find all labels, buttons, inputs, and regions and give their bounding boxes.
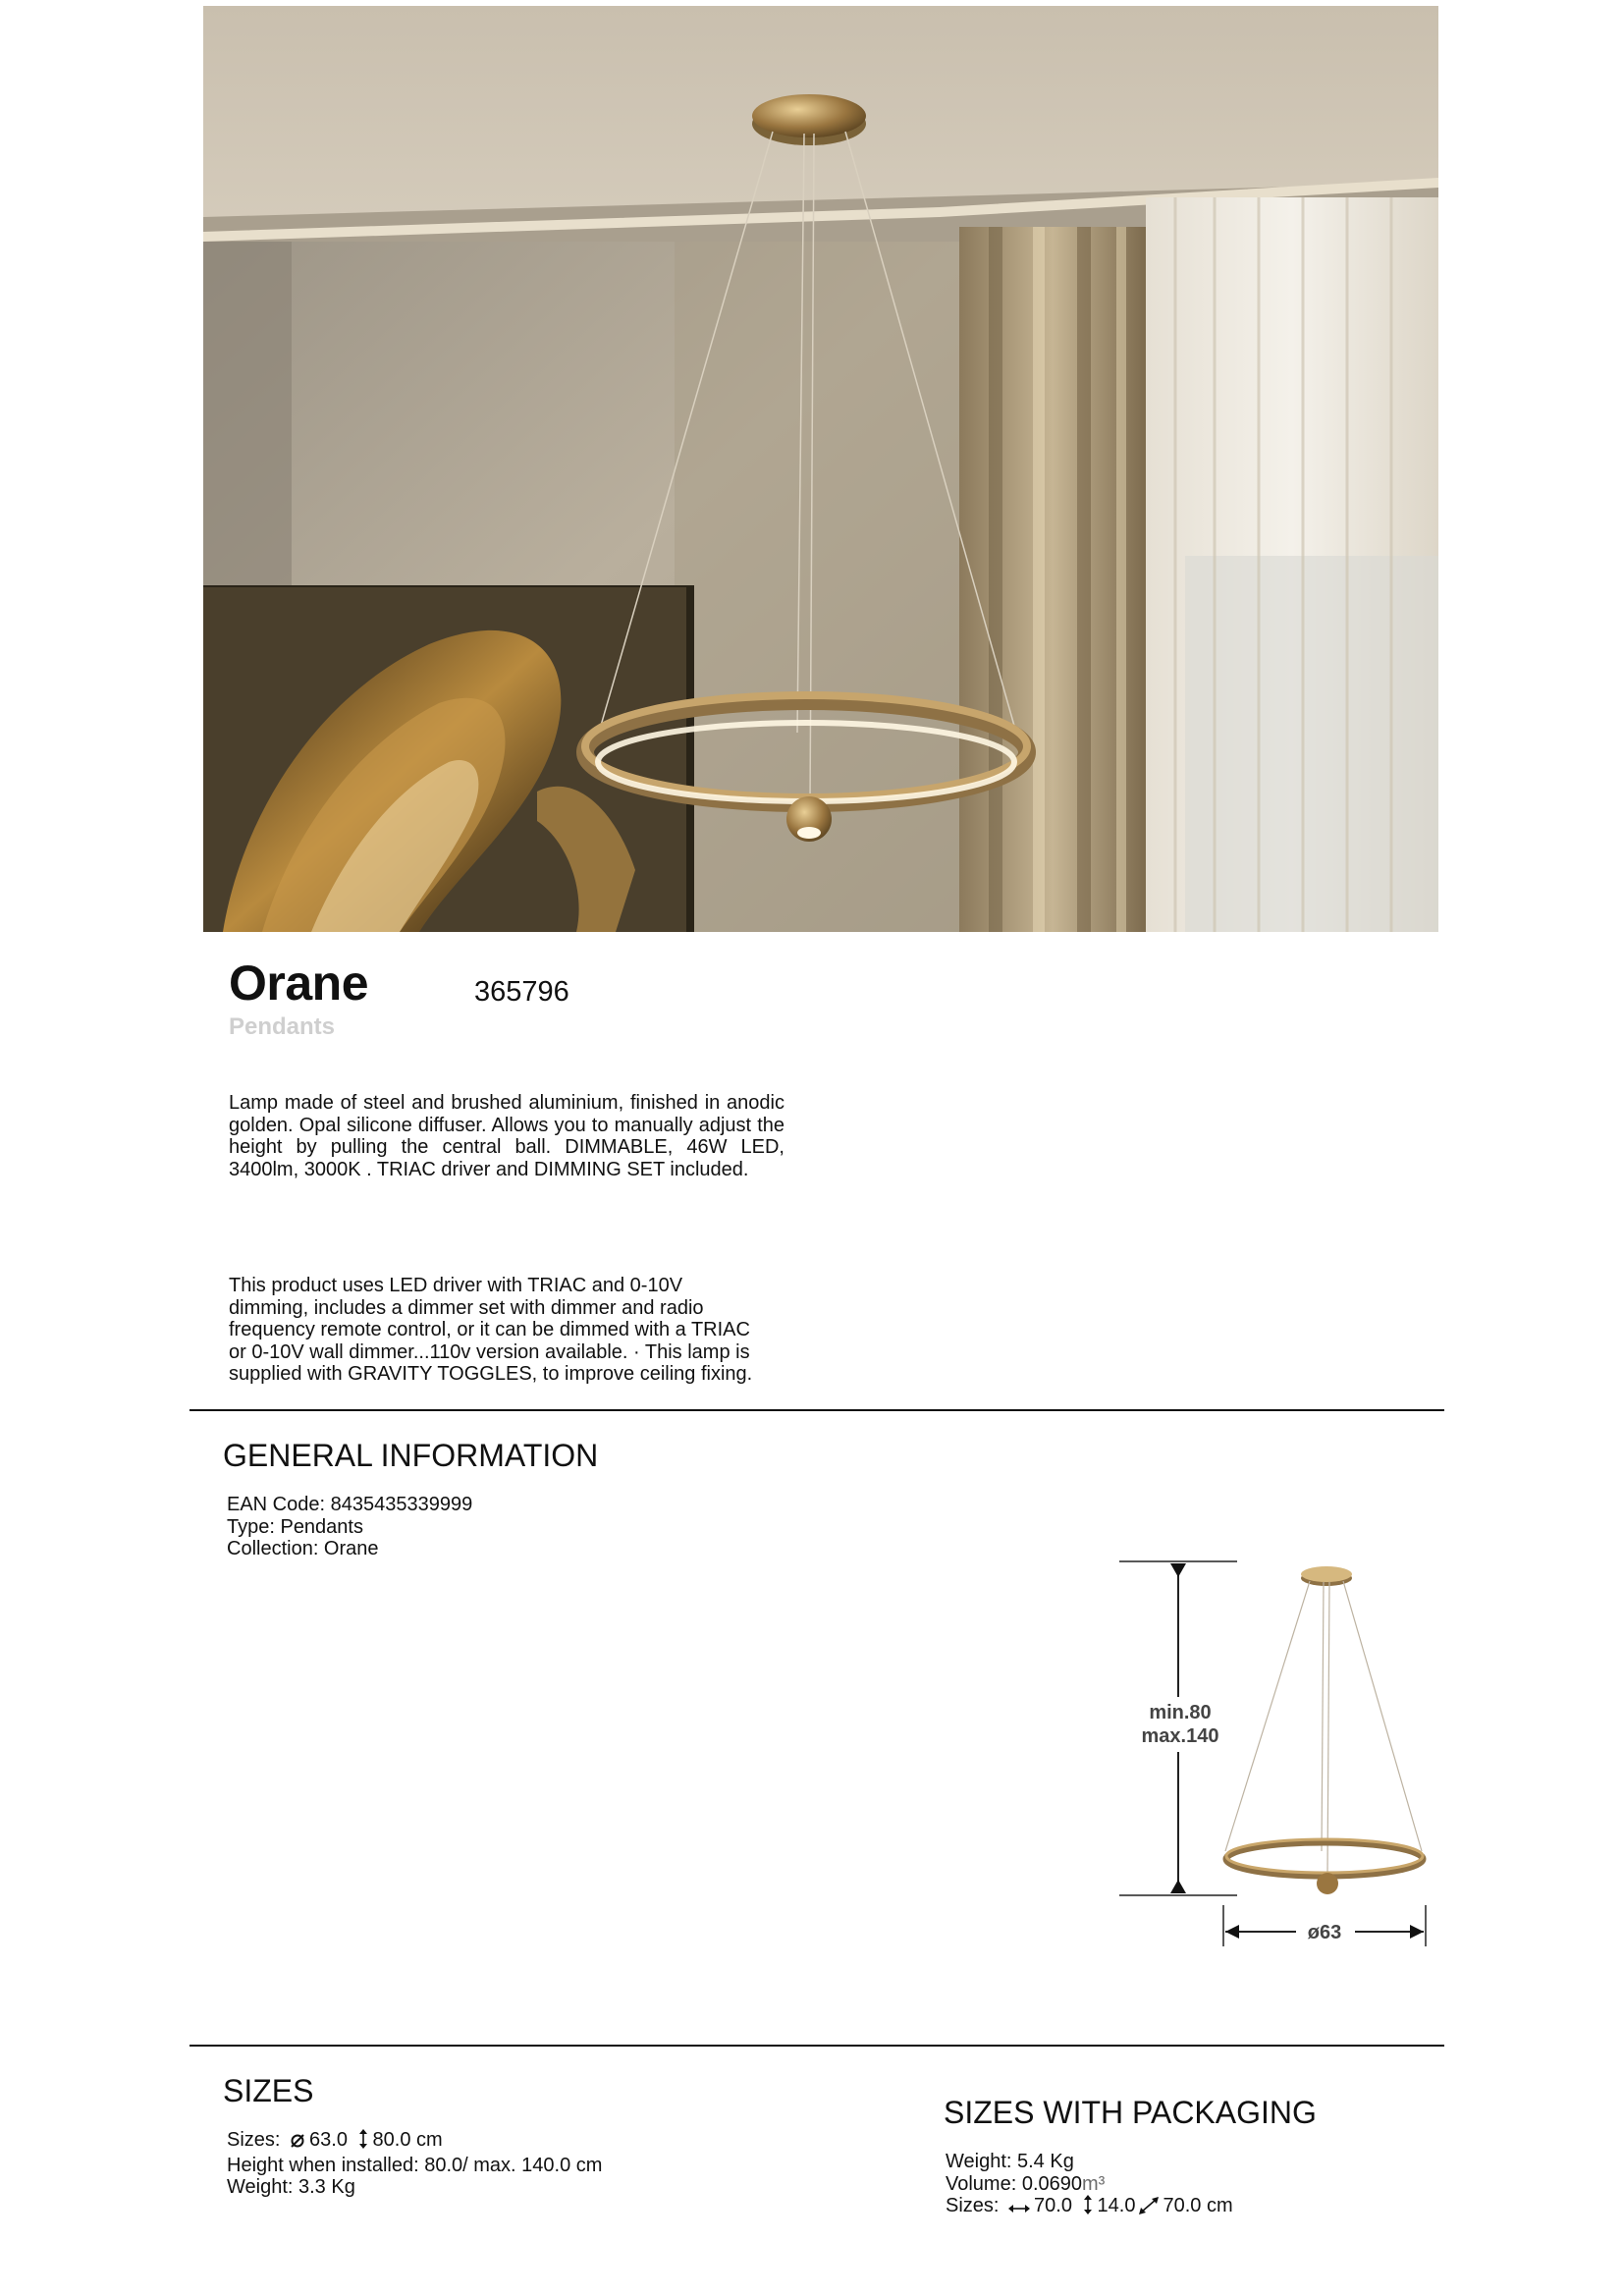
height-arrow-top-icon	[1170, 1563, 1186, 1577]
product-photo	[203, 6, 1438, 932]
packaging-sizes-row	[946, 2195, 1233, 2220]
general-information-heading: GENERAL INFORMATION	[223, 1438, 599, 1473]
packaging-volume: Volume: 0.0690	[946, 2172, 1082, 2195]
section-divider	[189, 2045, 1444, 2047]
product-category: Pendants	[229, 1013, 336, 1040]
height-arrow-bottom-icon	[1170, 1880, 1186, 1893]
packaging-sizes-label: Sizes:	[946, 2195, 1000, 2217]
sizes-label: Sizes:	[227, 2129, 281, 2151]
sizes-height: 80.0 cm	[372, 2129, 443, 2151]
dimension-diagram	[1109, 1552, 1443, 1964]
vertical-arrow-icon	[1082, 2195, 1094, 2220]
sizes-diameter: 63.0	[309, 2129, 348, 2151]
vertical-arrow-icon	[357, 2129, 369, 2155]
diameter-arrow-left-icon	[1225, 1925, 1239, 1939]
packaging-depth: 70.0 cm	[1163, 2195, 1233, 2217]
product-name: Orane	[229, 956, 369, 1011]
diagonal-arrow-icon	[1139, 2197, 1159, 2220]
diameter-label: ø63	[1307, 1922, 1342, 1943]
horizontal-arrow-icon	[1008, 2198, 1030, 2220]
diameter-icon	[290, 2132, 305, 2155]
sizes-list	[227, 2129, 602, 2199]
product-type: Type: Pendants	[227, 1515, 363, 1538]
height-max-label: max.140	[1141, 1725, 1219, 1747]
ean-code: EAN Code: 8435435339999	[227, 1494, 473, 1515]
product-description: Lamp made of steel and brushed aluminium, finished in anodic golden. Opal silicone diffuser. Allows you to manually adjust the height by pulling the central ball. DIMMABLE, 46W LED, 3400lm, 3000K . TRIAC driver and DIMMING SET included.	[229, 1092, 784, 1180]
diameter-arrow-right-icon	[1410, 1925, 1424, 1939]
product-code: 365796	[474, 976, 569, 1008]
packaging-weight: Weight: 5.4 Kg	[946, 2151, 1074, 2172]
packaging-list	[946, 2151, 1233, 2220]
packaging-height: 14.0	[1097, 2195, 1136, 2217]
packaging-width: 70.0	[1034, 2195, 1072, 2217]
general-information-list	[227, 1494, 472, 1560]
height-installed: Height when installed: 80.0/ max. 140.0 cm	[227, 2154, 603, 2176]
packaging-volume-row	[946, 2173, 1233, 2196]
packaging-volume-unit: m³	[1082, 2172, 1106, 2195]
product-description-extra: This product uses LED driver with TRIAC and 0-10V dimming, includes a dimmer set with dimmer and radio frequency remote control, or it can be dimmed with a TRIAC or 0-10V wall dimmer...110v version available. · This lamp is supplied with GRAVITY TOGGLES, to improve ceiling fixing.	[229, 1275, 753, 1386]
product-weight: Weight: 3.3 Kg	[227, 2176, 355, 2199]
sizes-heading: SIZES	[223, 2073, 314, 2108]
height-min-label: min.80	[1149, 1702, 1212, 1723]
section-divider	[189, 1409, 1444, 1411]
sizes-row	[227, 2129, 602, 2155]
product-collection: Collection: Orane	[227, 1538, 379, 1560]
packaging-heading: SIZES WITH PACKAGING	[944, 2095, 1317, 2130]
